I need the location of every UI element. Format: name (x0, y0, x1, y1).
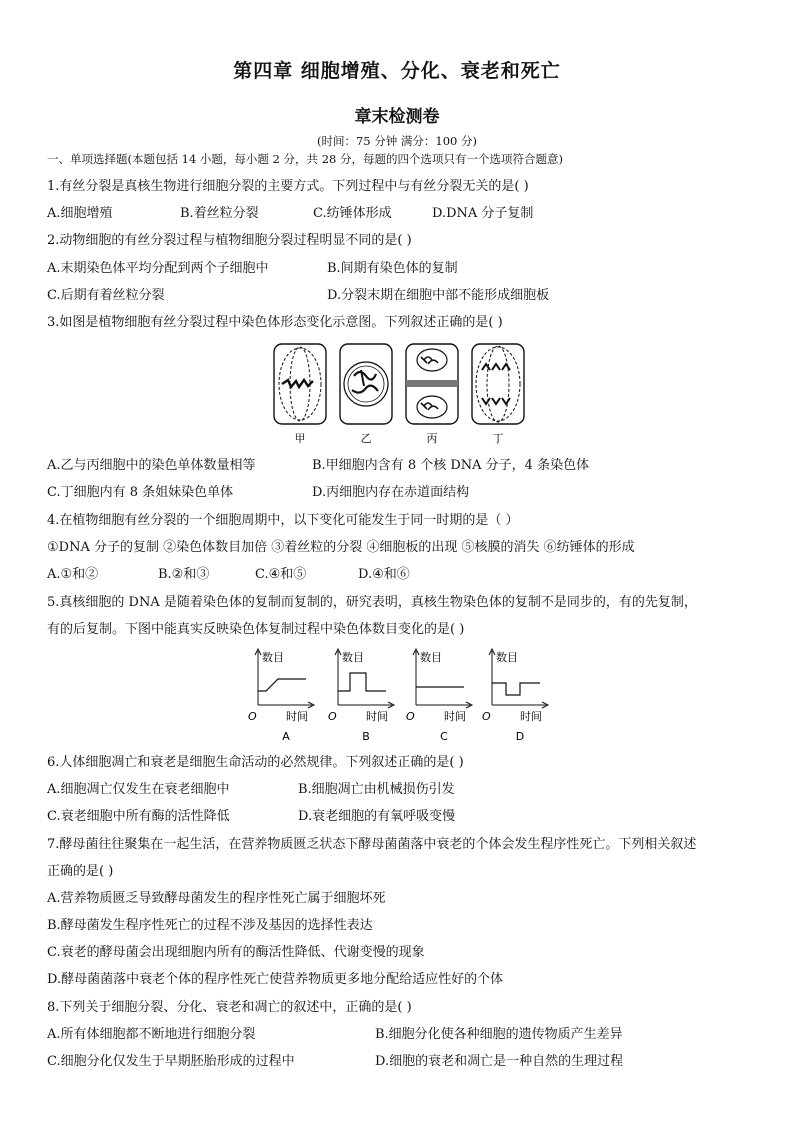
q3-option-d: D.丙细胞内存在赤道面结构 (312, 485, 470, 500)
q4-option-b: B.②和③ (158, 567, 210, 582)
graph-b-label: B (362, 730, 370, 743)
q2-option-a: A.末期染色体平均分配到两个子细胞中 (47, 261, 269, 276)
cell-yi (340, 344, 392, 424)
graph-d-origin: O (482, 710, 491, 723)
q3-option-c: C.丁细胞内有 8 条姐妹染色单体 (47, 485, 234, 500)
q1-option-a: A.细胞增殖 (47, 206, 113, 221)
graph-c (406, 649, 472, 743)
q3-option-a: A.乙与丙细胞中的染色单体数量相等 (47, 458, 256, 473)
q8-option-d: D.细胞的衰老和凋亡是一种自然的生理过程 (375, 1054, 624, 1069)
q4-items: ①DNA 分子的复制 ②染色体数目加倍 ③着丝粒的分裂 ④细胞板的出现 ⑤核膜的消失 ⑥纺锤体的形成 (47, 540, 635, 555)
q6-option-c: C.衰老细胞中所有酶的活性降低 (47, 809, 230, 824)
graph-c-xlabel: 时间 (444, 710, 466, 723)
graph-a-ylabel: 数目 (262, 651, 284, 664)
fig-label-ding: 丁 (492, 432, 504, 445)
graph-c-label: C (440, 730, 448, 743)
graph-d (482, 649, 548, 743)
chromosome-graphs (240, 645, 558, 745)
graph-d-label: D (515, 730, 525, 743)
cell-ding (472, 344, 524, 424)
q7-option-a: A.营养物质匮乏导致酵母菌发生的程序性死亡属于细胞坏死 (47, 891, 386, 906)
q7-stem-line1: 7.酵母菌往往聚集在一起生活，在营养物质匮乏状态下酵母菌菌落中衰老的个体会发生程序性死亡。下列相关叙述 (47, 837, 697, 852)
section-heading: 一、单项选择题(本题包括 14 小题，每小题 2 分，共 28 分，每题的四个选项只有一个选项符合题意) (47, 152, 563, 166)
q7-option-c: C.衰老的酵母菌会出现细胞内所有的酶活性降低、代谢变慢的现象 (47, 945, 425, 960)
graph-a-origin: O (248, 710, 257, 723)
q4-stem: 4.在植物细胞有丝分裂的一个细胞周期中，以下变化可能发生于同一时期的是（ ） (47, 513, 519, 528)
q1-stem: 1.有丝分裂是真核生物进行细胞分裂的主要方式。下列过程中与有丝分裂无关的是( ) (47, 179, 529, 194)
exam-subtitle: 章末检测卷 (354, 107, 440, 127)
graph-a-xlabel: 时间 (286, 710, 308, 723)
graph-b (328, 649, 394, 743)
q7-option-d: D.酵母菌菌落中衰老个体的程序性死亡使营养物质更多地分配给适应性好的个体 (47, 972, 504, 987)
q6-option-b: B.细胞凋亡由机械损伤引发 (298, 782, 455, 797)
fig-label-jia: 甲 (294, 432, 306, 445)
q8-stem: 8.下列关于细胞分裂、分化、衰老和凋亡的叙述中，正确的是( ) (47, 1000, 412, 1015)
graph-b-ylabel: 数目 (342, 651, 364, 664)
q8-option-a: A.所有体细胞都不断地进行细胞分裂 (47, 1027, 256, 1042)
cell-jia (274, 344, 326, 424)
q8-option-b: B.细胞分化使各种细胞的遗传物质产生差异 (375, 1027, 623, 1042)
q1-option-c: C.纺锤体形成 (313, 206, 392, 221)
cell-division-figure (268, 340, 530, 450)
q7-stem-line2: 正确的是( ) (47, 864, 114, 879)
q7-option-b: B.酵母菌发生程序性死亡的过程不涉及基因的选择性表达 (47, 918, 373, 933)
graph-b-xlabel: 时间 (366, 710, 388, 723)
graph-c-ylabel: 数目 (420, 651, 442, 664)
q2-option-d: D.分裂末期在细胞中部不能形成细胞板 (327, 288, 550, 303)
exam-meta: (时间：75 分钟 满分：100 分) (316, 134, 478, 148)
graph-c-origin: O (406, 710, 415, 723)
q2-option-c: C.后期有着丝粒分裂 (47, 288, 165, 303)
graph-d-xlabel: 时间 (520, 710, 542, 723)
cell-bing (406, 344, 458, 424)
q6-stem: 6.人体细胞凋亡和衰老是细胞生命活动的必然规律。下列叙述正确的是( ) (47, 755, 464, 770)
q5-stem-line1: 5.真核细胞的 DNA 是随着染色体的复制而复制的，研究表明，真核生物染色体的复制不是同步的，有的先复制， (47, 595, 697, 610)
q3-option-b: B.甲细胞内含有 8 个核 DNA 分子，4 条染色体 (312, 458, 590, 473)
q6-option-d: D.衰老细胞的有氧呼吸变慢 (298, 809, 456, 824)
q8-option-c: C.细胞分化仅发生于早期胚胎形成的过程中 (47, 1054, 295, 1069)
fig-label-bing: 丙 (426, 432, 438, 445)
fig-label-yi: 乙 (360, 432, 372, 445)
q2-option-b: B.间期有染色体的复制 (327, 261, 458, 276)
q5-stem-line2: 有的后复制。下图中能真实反映染色体复制过程中染色体数目变化的是( ) (47, 622, 465, 637)
q1-option-d: D.DNA 分子复制 (432, 206, 534, 221)
q4-option-c: C.④和⑤ (255, 567, 307, 582)
q2-stem: 2.动物细胞的有丝分裂过程与植物细胞分裂过程明显不同的是( ) (47, 233, 412, 248)
graph-a (248, 649, 314, 743)
q1-option-b: B.着丝粒分裂 (180, 206, 259, 221)
q6-option-a: A.细胞凋亡仅发生在衰老细胞中 (47, 782, 230, 797)
q4-option-a: A.①和② (47, 567, 99, 582)
graph-b-origin: O (328, 710, 337, 723)
graph-d-ylabel: 数目 (496, 651, 518, 664)
graph-a-label: A (282, 730, 290, 743)
q3-stem: 3.如图是植物细胞有丝分裂过程中染色体形态变化示意图。下列叙述正确的是( ) (47, 315, 503, 330)
chapter-title: 第四章 细胞增殖、分化、衰老和死亡 (233, 60, 561, 82)
q4-option-d: D.④和⑥ (358, 567, 410, 582)
